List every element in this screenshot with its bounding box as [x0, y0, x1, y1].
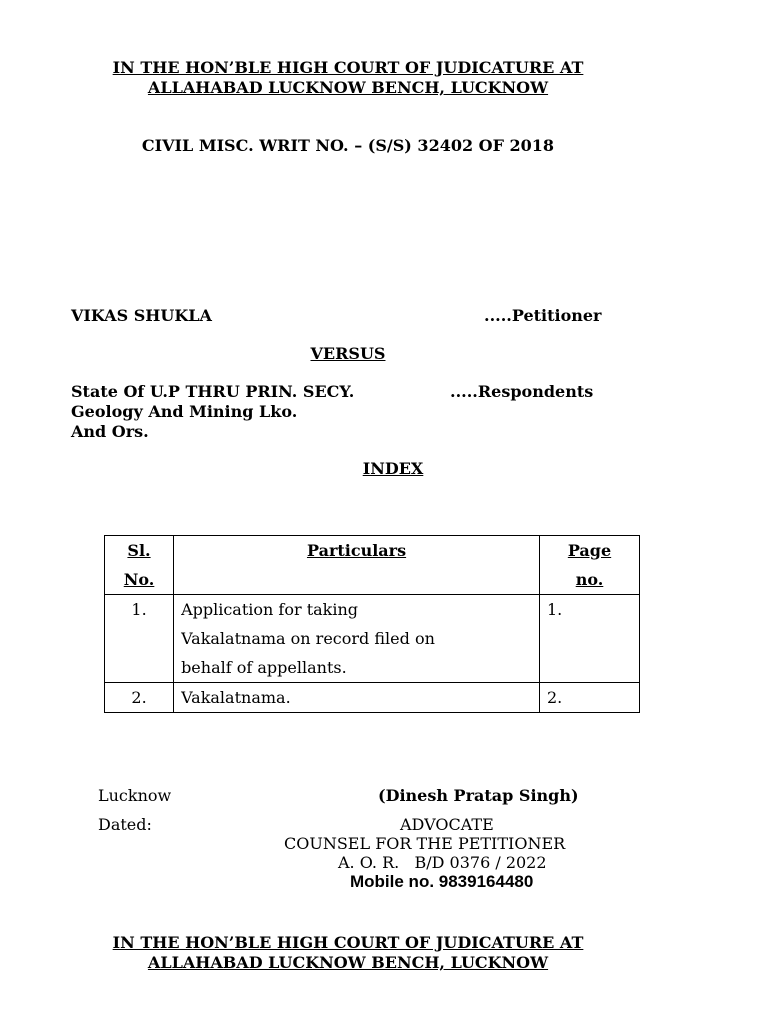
- index-table: [104, 535, 640, 713]
- header-page-line1: Page: [567, 541, 612, 560]
- court-heading-line2: ALLAHABAD LUCKNOW BENCH, LUCKNOW: [147, 78, 549, 97]
- aor-number: A. O. R. B/D 0376 / 2022: [338, 853, 547, 872]
- court-heading-line1: IN THE HON’BLE HIGH COURT OF JUDICATURE AT: [112, 58, 584, 77]
- row-page: 2.: [540, 683, 640, 713]
- table-row: [105, 595, 640, 683]
- place-label: Lucknow: [98, 786, 172, 805]
- row-particulars: [174, 683, 540, 713]
- advocate-name: (Dinesh Pratap Singh): [378, 786, 579, 805]
- respondent-line1: State Of U.P THRU PRIN. SECY.: [71, 382, 355, 401]
- header-page-line2: no.: [575, 570, 604, 589]
- respondent-line3: And Ors.: [71, 422, 149, 441]
- row-sl: 2.: [105, 683, 174, 713]
- writ-number: CIVIL MISC. WRIT NO. – (S/S) 32402 OF 2018: [141, 136, 555, 155]
- dated-label: Dated:: [98, 815, 152, 834]
- court-heading-repeat-line2: ALLAHABAD LUCKNOW BENCH, LUCKNOW: [147, 953, 549, 972]
- header-sl-line2: No.: [123, 570, 155, 589]
- respondent-role: .....Respondents: [450, 382, 594, 401]
- header-particulars: Particulars: [174, 536, 540, 595]
- court-heading-repeat-line1: IN THE HON’BLE HIGH COURT OF JUDICATURE AT: [112, 933, 584, 952]
- row-particulars-line: Vakalatnama.: [181, 688, 291, 707]
- counsel-label: COUNSEL FOR THE PETITIONER: [284, 834, 566, 853]
- row-sl: 1.: [105, 595, 174, 683]
- header-sl-no: [105, 536, 174, 595]
- petitioner-name: VIKAS SHUKLA: [71, 306, 212, 325]
- table-row: [105, 683, 640, 713]
- respondent-line2: Geology And Mining Lko.: [71, 402, 298, 421]
- row-particulars-line: behalf of appellants.: [181, 658, 347, 677]
- header-page-no: [540, 536, 640, 595]
- versus-label: VERSUS: [310, 344, 386, 363]
- row-particulars-line: Application for taking: [181, 600, 359, 619]
- index-title: INDEX: [362, 459, 424, 478]
- row-particulars: [174, 595, 540, 683]
- row-particulars-line: Vakalatnama on record filed on: [181, 629, 435, 648]
- advocate-title: ADVOCATE: [400, 815, 494, 834]
- mobile-number: Mobile no. 9839164480: [350, 872, 534, 891]
- row-page: 1.: [540, 595, 640, 683]
- index-table-header-row: [105, 536, 640, 595]
- header-sl-line1: Sl.: [127, 541, 151, 560]
- petitioner-role: .....Petitioner: [484, 306, 602, 325]
